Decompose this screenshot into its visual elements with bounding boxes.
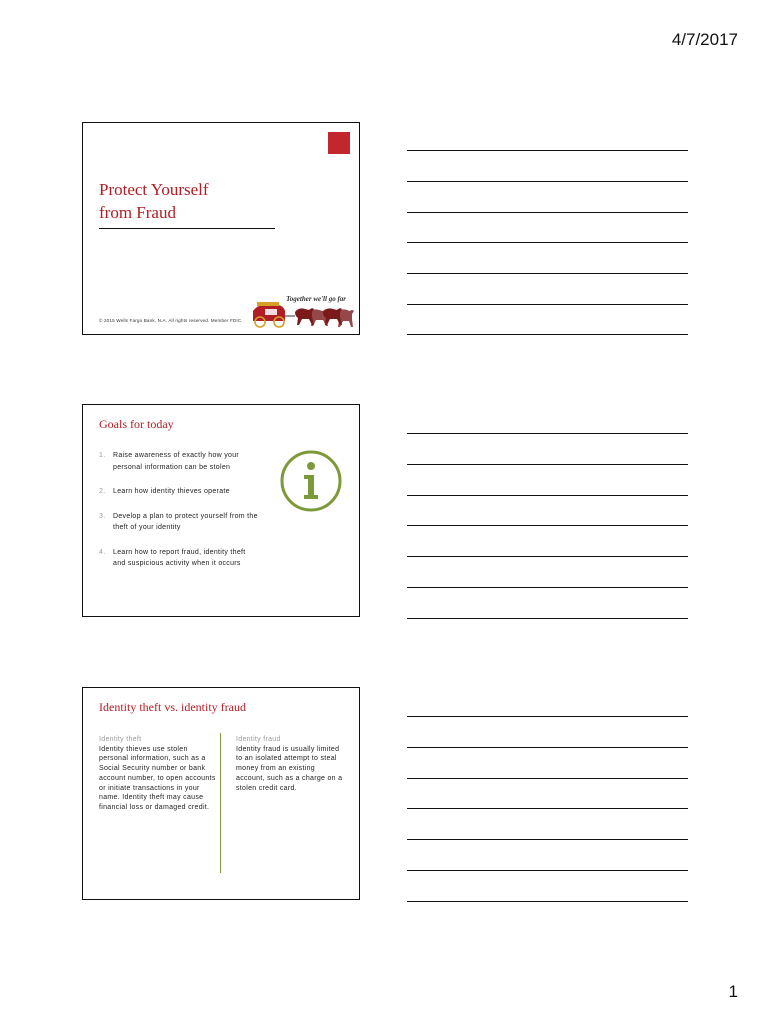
page-number: 1 (728, 982, 738, 1001)
stagecoach-logo-icon (251, 301, 355, 331)
slide-1-title (99, 178, 209, 224)
note-line (407, 181, 688, 182)
slide-3-title: Identity theft vs. identity fraud (99, 700, 246, 714)
identity-fraud-column (236, 735, 344, 793)
note-line (407, 273, 688, 274)
note-line (407, 556, 688, 557)
notes-lines-1 (407, 150, 688, 336)
list-text: Learn how identity thieves operate (113, 488, 230, 495)
list-item (99, 450, 259, 473)
note-line (407, 747, 688, 748)
slide-2-title: Goals for today (99, 417, 174, 431)
notes-lines-2 (407, 433, 688, 621)
list-number: 4. (99, 548, 106, 556)
list-item (99, 486, 259, 498)
column-divider (220, 733, 221, 873)
column-heading: Identity fraud (236, 736, 281, 743)
note-line (407, 901, 688, 902)
goals-list (99, 450, 259, 583)
slide-1-thumbnail (82, 122, 360, 335)
note-line (407, 525, 688, 526)
notes-lines-3 (407, 716, 688, 904)
list-text: Learn how to report fraud, identity theft and suspicious activity when it occurs (113, 548, 246, 567)
note-line (407, 839, 688, 840)
note-line (407, 495, 688, 496)
title-line-2: from Fraud (99, 203, 176, 222)
note-line (407, 304, 688, 305)
column-heading: Identity theft (99, 736, 142, 743)
note-line (407, 870, 688, 871)
slide-3-thumbnail (82, 687, 360, 900)
tagline: Together we'll go far (286, 295, 346, 303)
note-line (407, 334, 688, 335)
title-underline (99, 228, 275, 229)
list-item (99, 547, 259, 570)
note-line (407, 618, 688, 619)
page-date: 4/7/2017 (671, 30, 738, 49)
note-line (407, 778, 688, 779)
note-line (407, 716, 688, 717)
note-line (407, 464, 688, 465)
list-number: 1. (99, 452, 106, 459)
note-line (407, 212, 688, 213)
title-line-1: Protect Yourself (99, 180, 209, 199)
note-line (407, 150, 688, 151)
list-text: Raise awareness of exactly how your personal information can be stolen (113, 452, 240, 471)
slide-2-thumbnail (82, 404, 360, 617)
column-body: Identity fraud is usually limited to an isolated attempt to steal money from an existing account, such as a charge on a stolen credit card. (236, 745, 343, 792)
note-line (407, 242, 688, 243)
column-body: Identity thieves use stolen personal information, such as a Social Security number or bank account number, to open accounts or initiate transactions in your name. Identity theft may cause financial loss or damaged credit. (99, 745, 216, 811)
brand-square (328, 132, 350, 154)
note-line (407, 587, 688, 588)
info-icon (279, 449, 343, 513)
list-text: Develop a plan to protect yourself from the theft of your identity (113, 512, 258, 531)
copyright-notice: © 2015 Wells Fargo Bank, N.A. All rights reserved. Member FDIC. (99, 318, 243, 323)
note-line (407, 433, 688, 434)
list-number: 2. (99, 488, 106, 495)
list-item (99, 511, 259, 534)
note-line (407, 808, 688, 809)
identity-theft-column (99, 735, 217, 813)
list-number: 3. (99, 512, 106, 520)
